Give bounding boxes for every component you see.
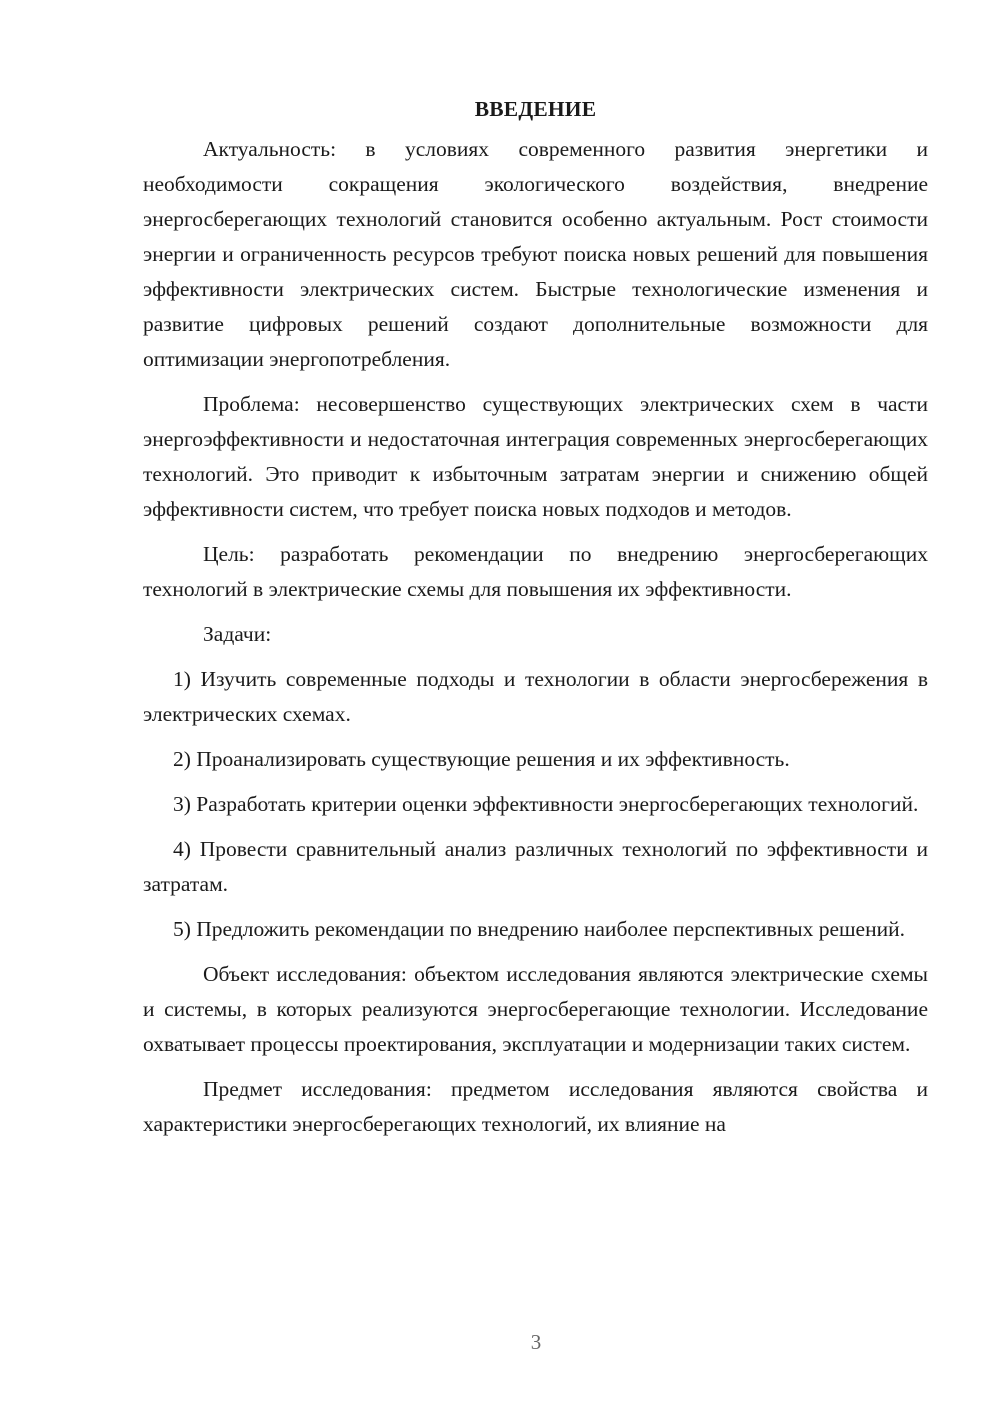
paragraph-subject: Предмет исследования: предметом исследования являются свойства и характеристики энергосберегающих технологий, их влияние на — [143, 1077, 928, 1136]
task-item: 3) Разработать критерии оценки эффективности энергосберегающих технологий. — [173, 792, 919, 816]
page-number: 3 — [530, 1330, 542, 1354]
task-item: 4) Провести сравнительный анализ различных технологий по эффективности и затратам. — [143, 837, 928, 896]
paragraph-problem: Проблема: несовершенство существующих электрических схем в части энергоэффективности и недостаточная интеграция современных энергосберегающих технологий. Это приводит к избыточным затратам энергии и снижению общей эффективности систем, что требует поиска новых подходов и методов. — [143, 392, 928, 521]
task-item: 5) Предложить рекомендации по внедрению наиболее перспективных решений. — [173, 917, 905, 941]
tasks-heading: Задачи: — [203, 622, 272, 646]
task-item: 2) Проанализировать существующие решения и их эффективность. — [173, 747, 790, 771]
paragraph-goal: Цель: разработать рекомендации по внедрению энергосберегающих технологий в электрические схемы для повышения их эффективности. — [143, 542, 928, 601]
task-item: 1) Изучить современные подходы и технологии в области энергосбережения в электрических схемах. — [143, 667, 928, 726]
section-title: ВВЕДЕНИЕ — [474, 97, 597, 121]
document-page — [143, 92, 928, 1152]
paragraph-relevance: Актуальность: в условиях современного развития энергетики и необходимости сокращения экологического воздействия, внедрение энергосберегающих технологий становится особенно актуальным. Рост стоимости энергии и ограниченность ресурсов требуют поиска новых решений для повышения эффективности электрических систем. Быстрые технологические изменения и развитие цифровых решений создают дополнительные возможности для оптимизации энергопотребления. — [143, 137, 928, 371]
paragraph-object: Объект исследования: объектом исследования являются электрические схемы и системы, в которых реализуются энергосберегающие технологии. Исследование охватывает процессы проектирования, эксплуатации и модернизации таких систем. — [143, 962, 928, 1056]
